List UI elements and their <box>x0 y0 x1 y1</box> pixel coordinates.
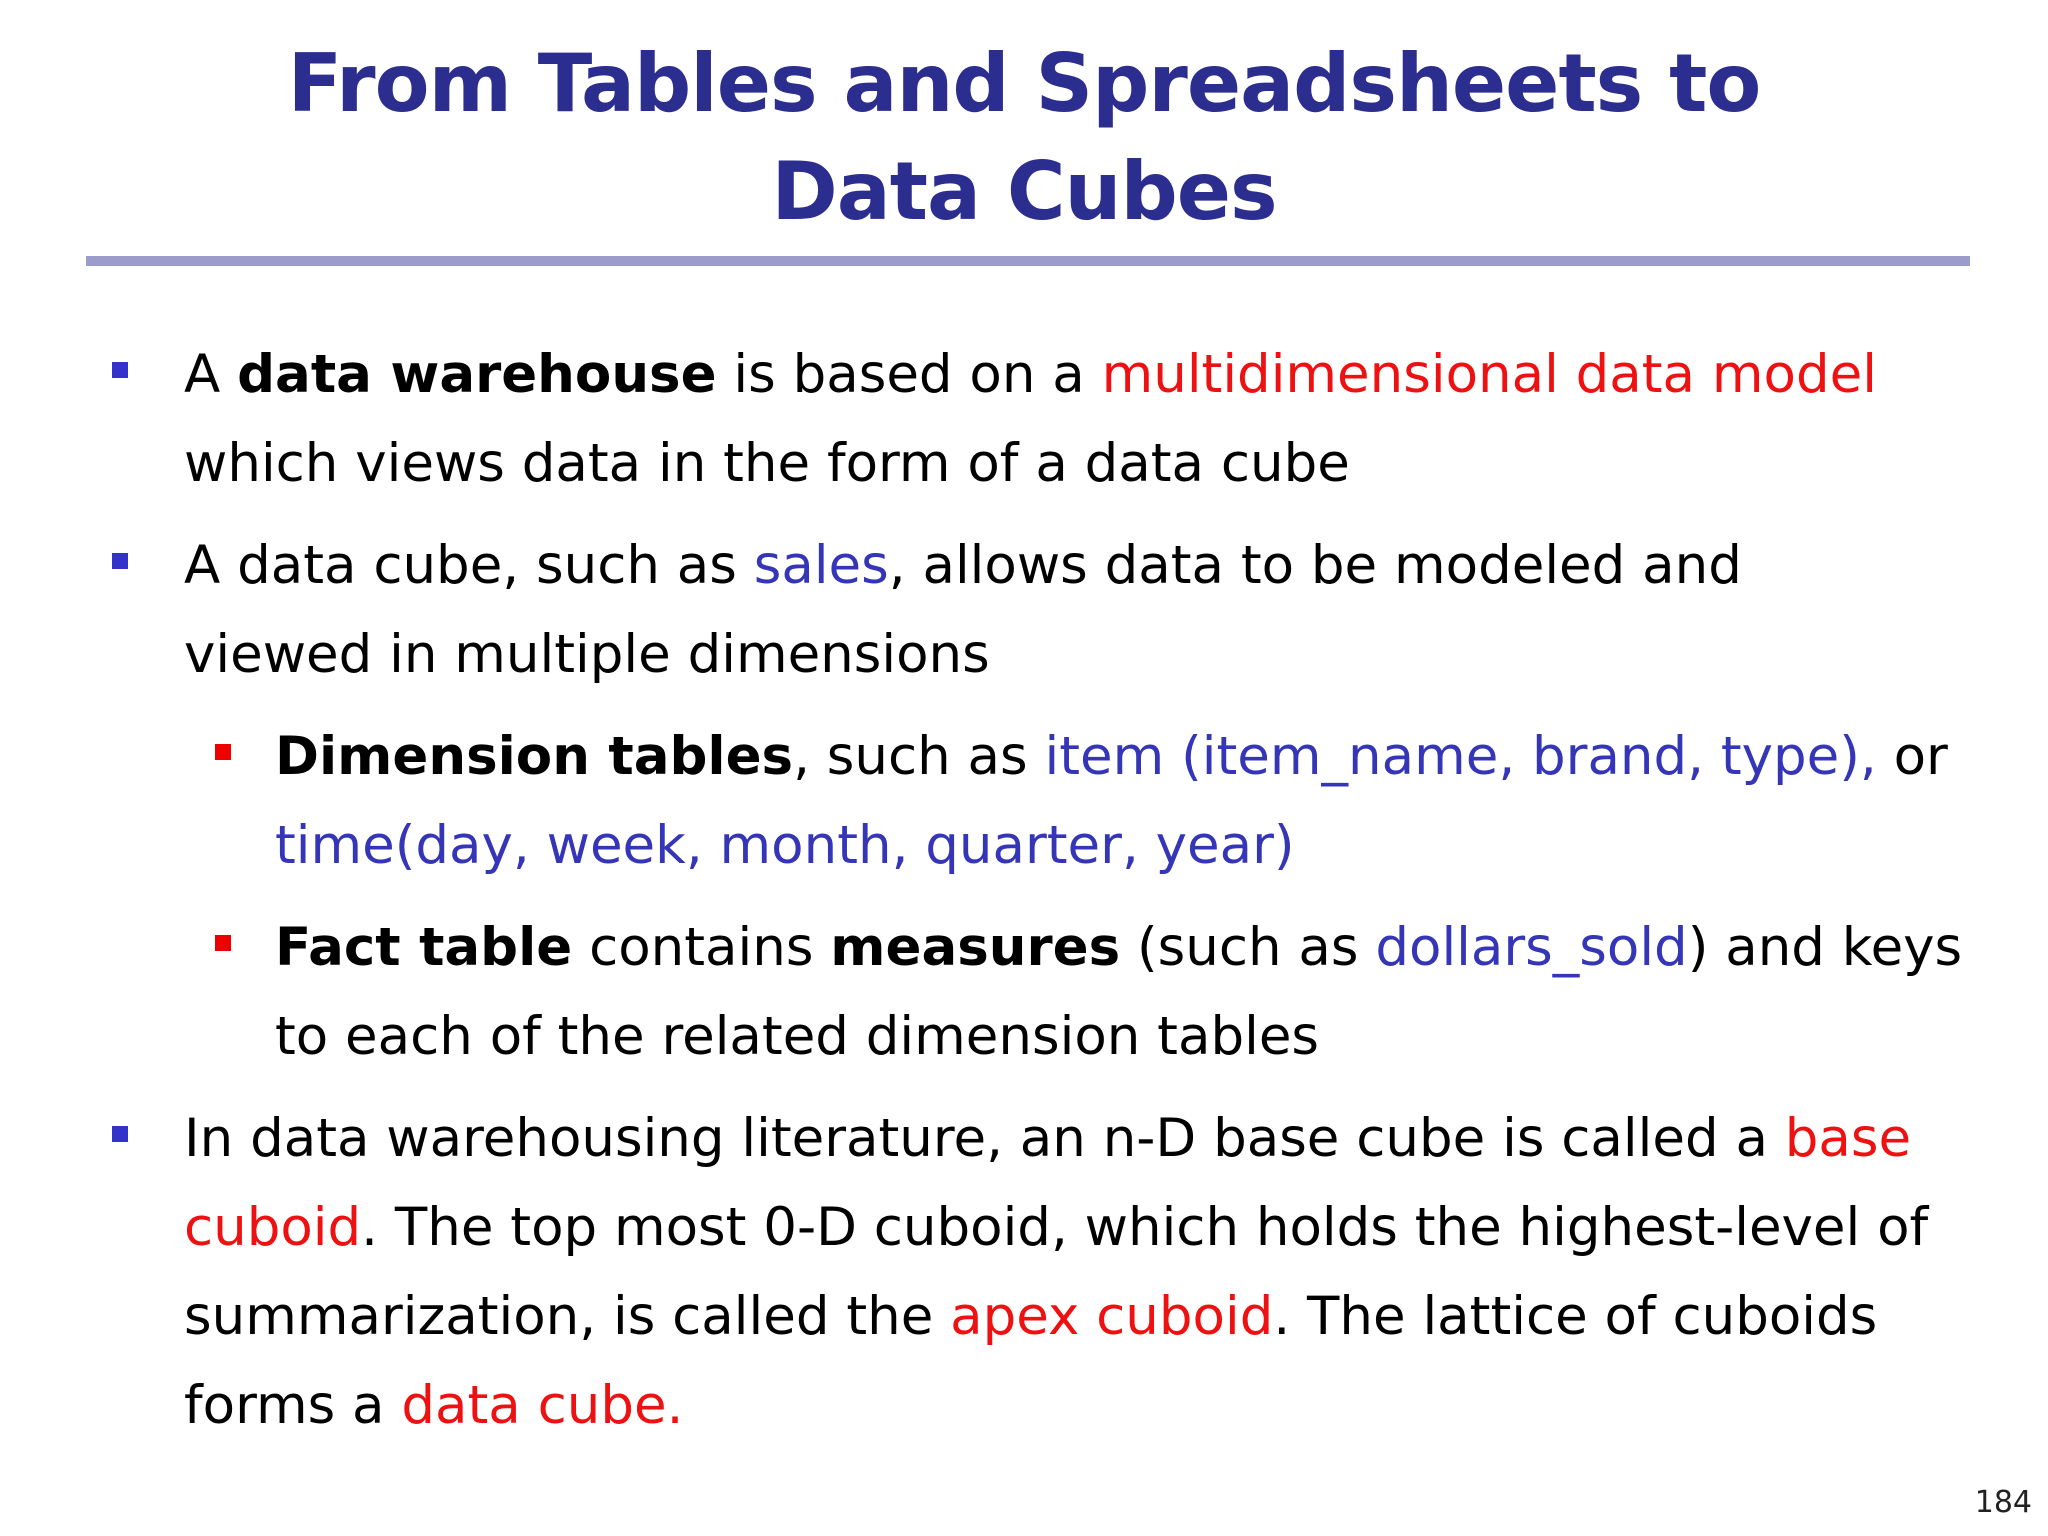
text: is based on a <box>716 344 1102 405</box>
term-dimension-tables: Dimension tables <box>275 726 794 787</box>
text: In data warehousing literature, an n-D base cube is called a <box>184 1108 1785 1169</box>
term-measures: measures <box>830 917 1121 978</box>
term-fact-table: Fact table <box>275 917 573 978</box>
text: . The top most 0-D cuboid, which holds the highest-level of summarization, is called the <box>184 1197 1929 1347</box>
sub-bullet-dimension-tables <box>0 712 1965 890</box>
text: ) and keys to each of the related dimension tables <box>275 917 1963 1067</box>
square-bullet-icon <box>112 553 128 569</box>
term-apex-cuboid: apex cuboid <box>950 1286 1274 1347</box>
term-sales: sales <box>753 535 889 596</box>
term-multidimensional-data-model: multidimensional data model <box>1101 344 1877 405</box>
slide-title-line-2: Data Cubes <box>771 145 1277 238</box>
square-bullet-icon <box>112 362 128 378</box>
bullet-item-data-cube <box>0 521 1944 699</box>
text: which views data in the form of a data cube <box>184 433 1350 494</box>
text: contains <box>572 917 831 978</box>
text: A data cube, such as <box>184 535 754 596</box>
text: (such as <box>1120 917 1376 978</box>
example-time: time(day, week, month, quarter, year) <box>275 815 1295 876</box>
slide-title <box>0 30 2048 246</box>
text: . The lattice of cuboids forms a <box>184 1286 1878 1436</box>
bullet-list <box>0 330 2048 1463</box>
bullet-item-data-warehouse <box>0 330 1944 508</box>
example-dollars-sold: dollars_sold <box>1375 917 1688 978</box>
example-item: item (item_name, brand, type), <box>1044 726 1877 787</box>
page-number: 184 <box>1974 1485 2032 1520</box>
term-data-cube: data cube. <box>401 1375 684 1436</box>
text: A <box>184 344 238 405</box>
slide-title-line-1: From Tables and Spreadsheets to <box>287 37 1761 130</box>
sub-bullet-fact-table <box>0 903 1965 1081</box>
text: , allows data to be modeled and viewed in multiple dimensions <box>184 535 1742 685</box>
term-data-warehouse: data warehouse <box>237 344 717 405</box>
text: , such as <box>793 726 1045 787</box>
text: or <box>1876 726 1948 787</box>
square-bullet-icon <box>112 1126 128 1142</box>
term-base-cuboid: base cuboid <box>184 1108 1912 1258</box>
title-divider <box>86 256 1970 266</box>
square-bullet-icon <box>215 744 231 760</box>
bullet-item-cuboids <box>0 1094 1944 1450</box>
square-bullet-icon <box>215 935 231 951</box>
